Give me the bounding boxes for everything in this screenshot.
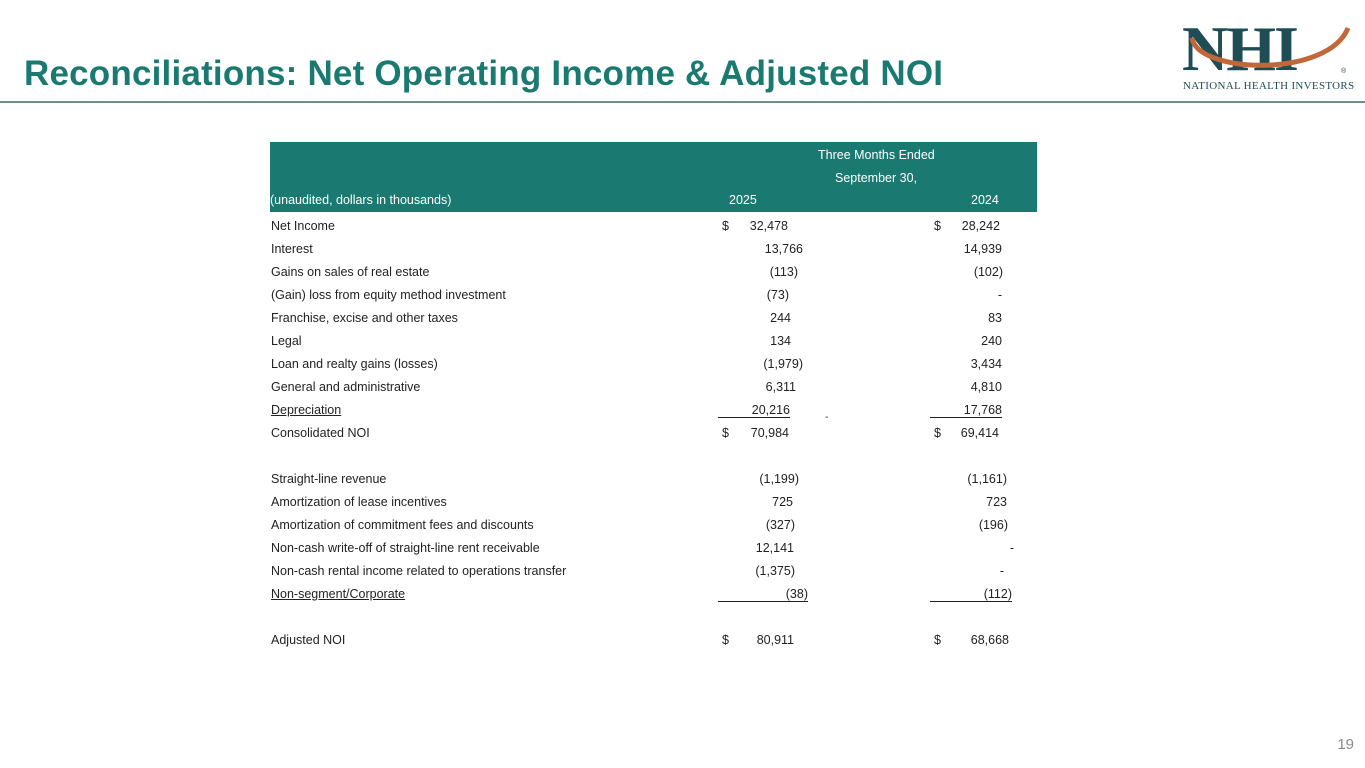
table-row	[271, 357, 1031, 377]
value-2025: 13,766	[764, 242, 803, 256]
value-2025: (1,199)	[759, 472, 799, 486]
page-number: 19	[1337, 736, 1354, 753]
header-year-2025: 2025	[729, 193, 757, 207]
value-2025: 80,911	[756, 633, 794, 647]
value-2024: (196)	[978, 518, 1008, 532]
row-label: Adjusted NOI	[271, 633, 346, 647]
row-label: Non-cash write-off of straight-line rent receivable	[271, 541, 540, 555]
header-year-2024: 2024	[971, 193, 999, 207]
table-row	[271, 311, 1031, 331]
value-2025: (1,375)	[755, 564, 795, 578]
value-2025: 134	[770, 334, 791, 348]
table-row	[271, 518, 1031, 538]
title-underline-rule	[0, 101, 1365, 103]
table-row	[271, 242, 1031, 262]
value-2024: (102)	[973, 265, 1003, 279]
value-2024: 17,768	[930, 403, 1002, 418]
stray-dash: -	[825, 412, 829, 423]
slide-title: Reconciliations: Net Operating Income & Adjusted NOI	[24, 54, 944, 93]
value-2024: -	[997, 288, 1002, 302]
table-row	[271, 541, 1031, 561]
table-row	[271, 587, 1031, 607]
value-2024: 68,668	[970, 633, 1009, 647]
table-row	[271, 334, 1031, 354]
value-2025: 12,141	[755, 541, 794, 555]
logo-caption: NATIONAL HEALTH INVESTORS	[1183, 80, 1355, 92]
table-row	[271, 564, 1031, 584]
value-2025: (73)	[766, 288, 789, 302]
header-period-line2: September 30,	[835, 171, 917, 185]
value-2025: 244	[770, 311, 791, 325]
dollar-sign-2025: $	[722, 219, 729, 233]
table-row	[271, 219, 1031, 239]
value-2024: 723	[986, 495, 1007, 509]
dollar-sign-2024: $	[934, 633, 941, 647]
row-label: Consolidated NOI	[271, 426, 370, 440]
table-row	[271, 265, 1031, 285]
row-label: Interest	[271, 242, 313, 256]
value-2025: 6,311	[765, 380, 796, 394]
value-2025: 725	[772, 495, 793, 509]
value-2025: 32,478	[749, 219, 788, 233]
value-2025: 70,984	[750, 426, 789, 440]
table-row	[271, 426, 1031, 446]
value-2025: 20,216	[718, 403, 790, 418]
value-2024: (112)	[930, 587, 1012, 602]
table-row	[271, 633, 1031, 653]
logo-registered-mark: ®	[1341, 68, 1347, 75]
dollar-sign-2025: $	[722, 426, 729, 440]
table-row	[271, 403, 1031, 423]
row-label: Non-segment/Corporate	[271, 587, 406, 601]
value-2024: 83	[988, 311, 1002, 325]
table-row	[271, 288, 1031, 308]
value-2025: (113)	[769, 265, 798, 279]
table-row	[271, 495, 1031, 515]
row-label: Gains on sales of real estate	[271, 265, 430, 279]
value-2024: -	[1009, 541, 1014, 555]
value-2024: 4,810	[970, 380, 1002, 394]
logo-letters: NHI	[1182, 13, 1297, 84]
dollar-sign-2024: $	[934, 426, 941, 440]
dollar-sign-2024: $	[934, 219, 941, 233]
row-label: Amortization of commitment fees and discounts	[271, 518, 534, 532]
row-label: General and administrative	[271, 380, 421, 394]
value-2024: -	[999, 564, 1004, 578]
header-unit-note: (unaudited, dollars in thousands)	[270, 193, 452, 207]
row-label: Straight-line revenue	[271, 472, 387, 486]
value-2024: (1,161)	[967, 472, 1007, 486]
row-label: Franchise, excise and other taxes	[271, 311, 458, 325]
value-2024: 14,939	[963, 242, 1002, 256]
row-label: Amortization of lease incentives	[271, 495, 447, 509]
value-2024: 69,414	[960, 426, 999, 440]
table-row	[271, 380, 1031, 400]
value-2024: 3,434	[970, 357, 1002, 371]
row-label: Non-cash rental income related to operations transfer	[271, 564, 567, 578]
row-label: (Gain) loss from equity method investment	[271, 288, 506, 302]
value-2025: (38)	[718, 587, 808, 602]
value-2024: 28,242	[961, 219, 1000, 233]
row-label: Net Income	[271, 219, 335, 233]
value-2025: (1,979)	[763, 357, 803, 371]
table-header	[270, 142, 1037, 212]
row-label: Loan and realty gains (losses)	[271, 357, 438, 371]
row-label: Depreciation	[271, 403, 342, 417]
table-row	[271, 472, 1031, 492]
row-label: Legal	[271, 334, 302, 348]
value-2024: 240	[981, 334, 1002, 348]
dollar-sign-2025: $	[722, 633, 729, 647]
value-2025: (327)	[765, 518, 795, 532]
header-period-line1: Three Months Ended	[818, 148, 935, 162]
